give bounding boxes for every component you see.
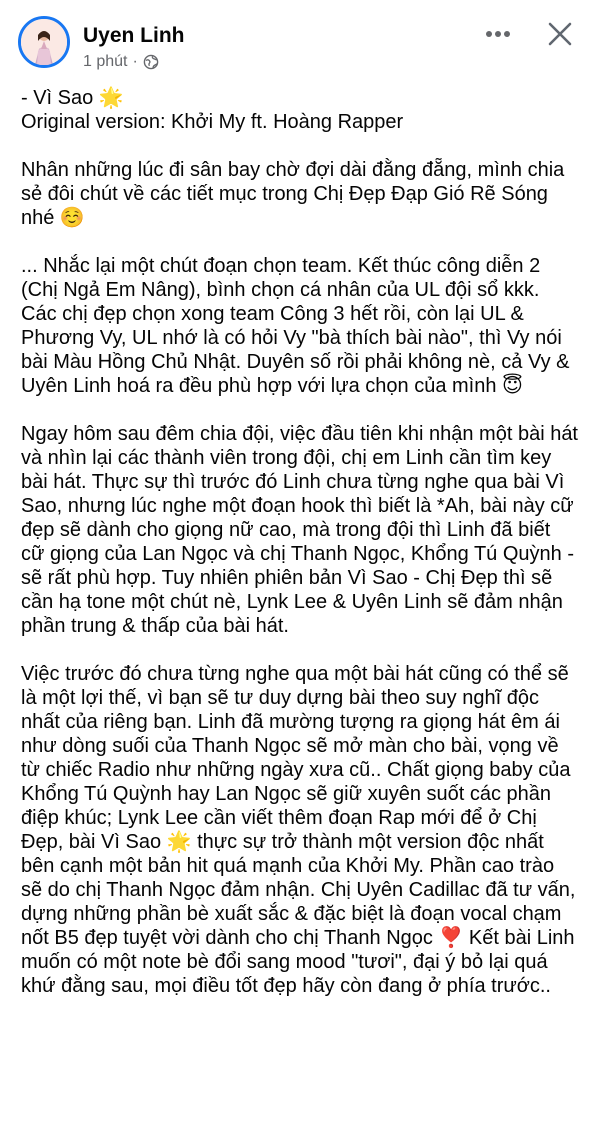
close-button[interactable] xyxy=(540,14,580,54)
post-header xyxy=(0,0,590,82)
globe-icon[interactable] xyxy=(143,54,159,70)
avatar[interactable] xyxy=(18,16,70,68)
post-paragraph: Ngay hôm sau đêm chia đội, việc đầu tiên khi nhận một bài hát và nhìn lại các thành viên trong đội, chị em Linh cần tìm key bài hát. Thực sự thì trước đó Linh chưa từng nghe qua bài Vì Sao, nhưng lúc nghe một đoạn hook thì biết là *Ah, bài này cữ đẹp sẽ dành cho giọng nữ cao, mà trong đội thì Linh đã biết cữ giọng của Lan Ngọc và chị Thanh Ngọc, Khổng Tú Quỳnh - sẽ rất phù hợp. Tuy nhiên phiên bản Vì Sao - Chị Đẹp thì sẽ cần hạ tone một chút nè, Lynk Lee & Uyên Linh sẽ đảm nhận phần trung & thấp của bài hát. xyxy=(21,423,578,637)
post-paragraph: Việc trước đó chưa từng nghe qua một bài hát cũng có thể sẽ là một lợi thế, vì bạn sẽ tư duy dựng bài theo suy nghĩ độc nhất của riêng bạn. Linh đã mường tượng ra giọng hát êm ái như dòng suối của Thanh Ngọc sẽ mở màn cho bài, vọng về từ chiếc Radio như những ngày xưa cũ.. Chất giọng baby của Khổng Tú Quỳnh hay Lan Ngọc sẽ giữ xuyên suốt các phần điệp khúc; Lynk Lee cần viết thêm đoạn Rap mới để ở Chị Đẹp, bài Vì Sao 🌟 thực sự trở thành một version độc nhất bên cạnh một bản hit quá mạnh của Khởi My. Phần cao trào sẽ do chị Thanh Ngọc đảm nhận. Chị Uyên Cadillac đã tư vấn, dựng những phần bè xuất sắc & đặc biệt là đoạn vocal chạm nốt B5 đẹp tuyệt vời dành cho chị Thanh Ngọc ❣️ Kết bài Linh muốn có một note bè đổi sang mood "tươi", đại ý bỏ lại quá khứ đằng sau, mọi điều tốt đẹp hãy còn đang ở phía trước.. xyxy=(21,663,576,997)
close-icon xyxy=(540,14,580,54)
post-title-line: - Vì Sao 🌟 xyxy=(21,87,124,109)
post-paragraph: ... Nhắc lại một chút đoạn chọn team. Kết thúc công diễn 2 (Chị Ngả Em Nâng), bình chọn cá nhân của UL đội sổ kkk. Các chị đẹp chọn xong team Công 3 hết rồi, còn lại UL & Phương Vy, UL nhớ là có hỏi Vy "bà thích bài nào", thì Vy nói bài Màu Hồng Chủ Nhật. Duyên số rồi phải không nè, cả Vy & Uyên Linh hoá ra đều phù hợp với lựa chọn của mình 😇 xyxy=(21,255,570,397)
avatar-image xyxy=(21,19,67,65)
post-paragraph: Nhân những lúc đi sân bay chờ đợi dài đằng đẵng, mình chia sẻ đôi chút về các tiết mục trong Chị Đẹp Đạp Gió Rẽ Sóng nhé ☺️ xyxy=(21,159,565,229)
more-options-button[interactable] xyxy=(476,22,520,46)
meta-separator: · xyxy=(132,53,138,70)
author-name[interactable]: Uyen Linh xyxy=(83,24,185,47)
post-text xyxy=(21,86,579,1022)
post-meta xyxy=(83,53,159,71)
more-options-icon xyxy=(476,22,520,46)
post-original-line: Original version: Khởi My ft. Hoàng Rapper xyxy=(21,111,404,133)
post-time[interactable]: 1 phút xyxy=(83,53,128,70)
post-heading xyxy=(21,86,579,134)
